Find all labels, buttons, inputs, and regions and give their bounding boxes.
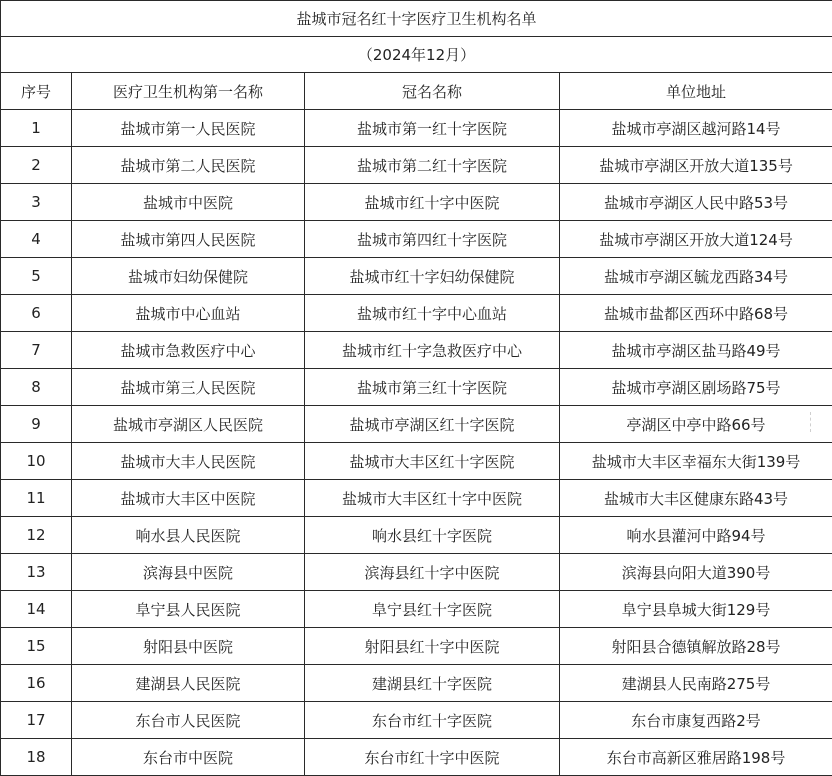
table-body: [1, 110, 832, 776]
table-row: [1, 406, 832, 443]
column-header-address: 单位地址: [560, 73, 832, 110]
cell-named-title: 射阳县红十字中医院: [305, 628, 560, 665]
cell-address: 阜宁县阜城大街129号: [560, 591, 832, 628]
cell-index: 12: [1, 517, 72, 554]
header-row: [1, 73, 832, 110]
cell-address: 射阳县合德镇解放路28号: [560, 628, 832, 665]
cell-index: 18: [1, 739, 72, 776]
cell-named-title: 盐城市亭湖区红十字医院: [305, 406, 560, 443]
cell-address: 盐城市亭湖区开放大道135号: [560, 147, 832, 184]
cell-institution-name: 东台市中医院: [72, 739, 305, 776]
cell-address: 盐城市大丰区幸福东大街139号: [560, 443, 832, 480]
cell-index: 7: [1, 332, 72, 369]
cell-index: 8: [1, 369, 72, 406]
cell-index: 15: [1, 628, 72, 665]
cell-institution-name: 盐城市妇幼保健院: [72, 258, 305, 295]
cell-address: 东台市高新区雅居路198号: [560, 739, 832, 776]
cell-address: 盐城市亭湖区剧场路75号: [560, 369, 832, 406]
cell-named-title: 阜宁县红十字医院: [305, 591, 560, 628]
cell-institution-name: 盐城市中心血站: [72, 295, 305, 332]
cell-address: 亭湖区中亭中路66号: [560, 406, 832, 443]
cell-institution-name: 建湖县人民医院: [72, 665, 305, 702]
cell-address: 滨海县向阳大道390号: [560, 554, 832, 591]
cell-index: 1: [1, 110, 72, 147]
cell-named-title: 盐城市红十字中心血站: [305, 295, 560, 332]
cell-named-title: 东台市红十字医院: [305, 702, 560, 739]
table-row: [1, 443, 832, 480]
cell-index: 5: [1, 258, 72, 295]
table-row: [1, 332, 832, 369]
cell-institution-name: 盐城市亭湖区人民医院: [72, 406, 305, 443]
table-row: [1, 110, 832, 147]
table-date: （2024年12月）: [1, 37, 832, 73]
cell-index: 4: [1, 221, 72, 258]
column-header-named-title: 冠名名称: [305, 73, 560, 110]
cell-named-title: 盐城市红十字中医院: [305, 184, 560, 221]
date-row: [1, 37, 832, 73]
table-row: [1, 147, 832, 184]
cell-index: 10: [1, 443, 72, 480]
table-row: [1, 554, 832, 591]
cell-institution-name: 盐城市第二人民医院: [72, 147, 305, 184]
cell-named-title: 滨海县红十字中医院: [305, 554, 560, 591]
cell-named-title: 盐城市大丰区红十字医院: [305, 443, 560, 480]
table-row: [1, 517, 832, 554]
cell-address: 盐城市亭湖区盐马路49号: [560, 332, 832, 369]
table-row: [1, 369, 832, 406]
cell-index: 6: [1, 295, 72, 332]
cell-index: 16: [1, 665, 72, 702]
cell-index: 2: [1, 147, 72, 184]
column-header-institution-name: 医疗卫生机构第一名称: [72, 73, 305, 110]
cell-institution-name: 射阳县中医院: [72, 628, 305, 665]
cell-address: 响水县灌河中路94号: [560, 517, 832, 554]
cell-address: 盐城市亭湖区人民中路53号: [560, 184, 832, 221]
cell-address: 建湖县人民南路275号: [560, 665, 832, 702]
cell-institution-name: 盐城市大丰区中医院: [72, 480, 305, 517]
cell-institution-name: 阜宁县人民医院: [72, 591, 305, 628]
cell-named-title: 盐城市第一红十字医院: [305, 110, 560, 147]
cell-index: 3: [1, 184, 72, 221]
cell-institution-name: 盐城市中医院: [72, 184, 305, 221]
table-row: [1, 480, 832, 517]
cell-institution-name: 盐城市急救医疗中心: [72, 332, 305, 369]
cell-institution-name: 盐城市第一人民医院: [72, 110, 305, 147]
column-header-index: 序号: [1, 73, 72, 110]
cell-institution-name: 盐城市大丰人民医院: [72, 443, 305, 480]
cell-index: 9: [1, 406, 72, 443]
cell-institution-name: 盐城市第三人民医院: [72, 369, 305, 406]
cell-address: 盐城市盐都区西环中路68号: [560, 295, 832, 332]
cell-named-title: 盐城市第三红十字医院: [305, 369, 560, 406]
cell-institution-name: 盐城市第四人民医院: [72, 221, 305, 258]
cell-named-title: 东台市红十字中医院: [305, 739, 560, 776]
table-row: [1, 295, 832, 332]
cell-named-title: 盐城市第二红十字医院: [305, 147, 560, 184]
title-row: [1, 1, 832, 37]
cell-named-title: 盐城市大丰区红十字中医院: [305, 480, 560, 517]
table-row: [1, 258, 832, 295]
cell-address: 盐城市大丰区健康东路43号: [560, 480, 832, 517]
cell-address: 盐城市亭湖区开放大道124号: [560, 221, 832, 258]
table-row: [1, 665, 832, 702]
cell-named-title: 盐城市第四红十字医院: [305, 221, 560, 258]
cell-index: 17: [1, 702, 72, 739]
cell-named-title: 响水县红十字医院: [305, 517, 560, 554]
cell-address: 盐城市亭湖区越河路14号: [560, 110, 832, 147]
table-row: [1, 221, 832, 258]
cell-institution-name: 东台市人民医院: [72, 702, 305, 739]
cell-address: 东台市康复西路2号: [560, 702, 832, 739]
table-row: [1, 628, 832, 665]
cell-named-title: 盐城市红十字妇幼保健院: [305, 258, 560, 295]
cell-institution-name: 响水县人民医院: [72, 517, 305, 554]
cell-index: 14: [1, 591, 72, 628]
cell-institution-name: 滨海县中医院: [72, 554, 305, 591]
cell-named-title: 建湖县红十字医院: [305, 665, 560, 702]
table-row: [1, 702, 832, 739]
cell-named-title: 盐城市红十字急救医疗中心: [305, 332, 560, 369]
cell-address: 盐城市亭湖区毓龙西路34号: [560, 258, 832, 295]
table-row: [1, 739, 832, 776]
table-row: [1, 184, 832, 221]
table-title: 盐城市冠名红十字医疗卫生机构名单: [1, 1, 832, 37]
cell-index: 11: [1, 480, 72, 517]
table-row: [1, 591, 832, 628]
scroll-edge-mark: [810, 412, 815, 432]
cell-index: 13: [1, 554, 72, 591]
